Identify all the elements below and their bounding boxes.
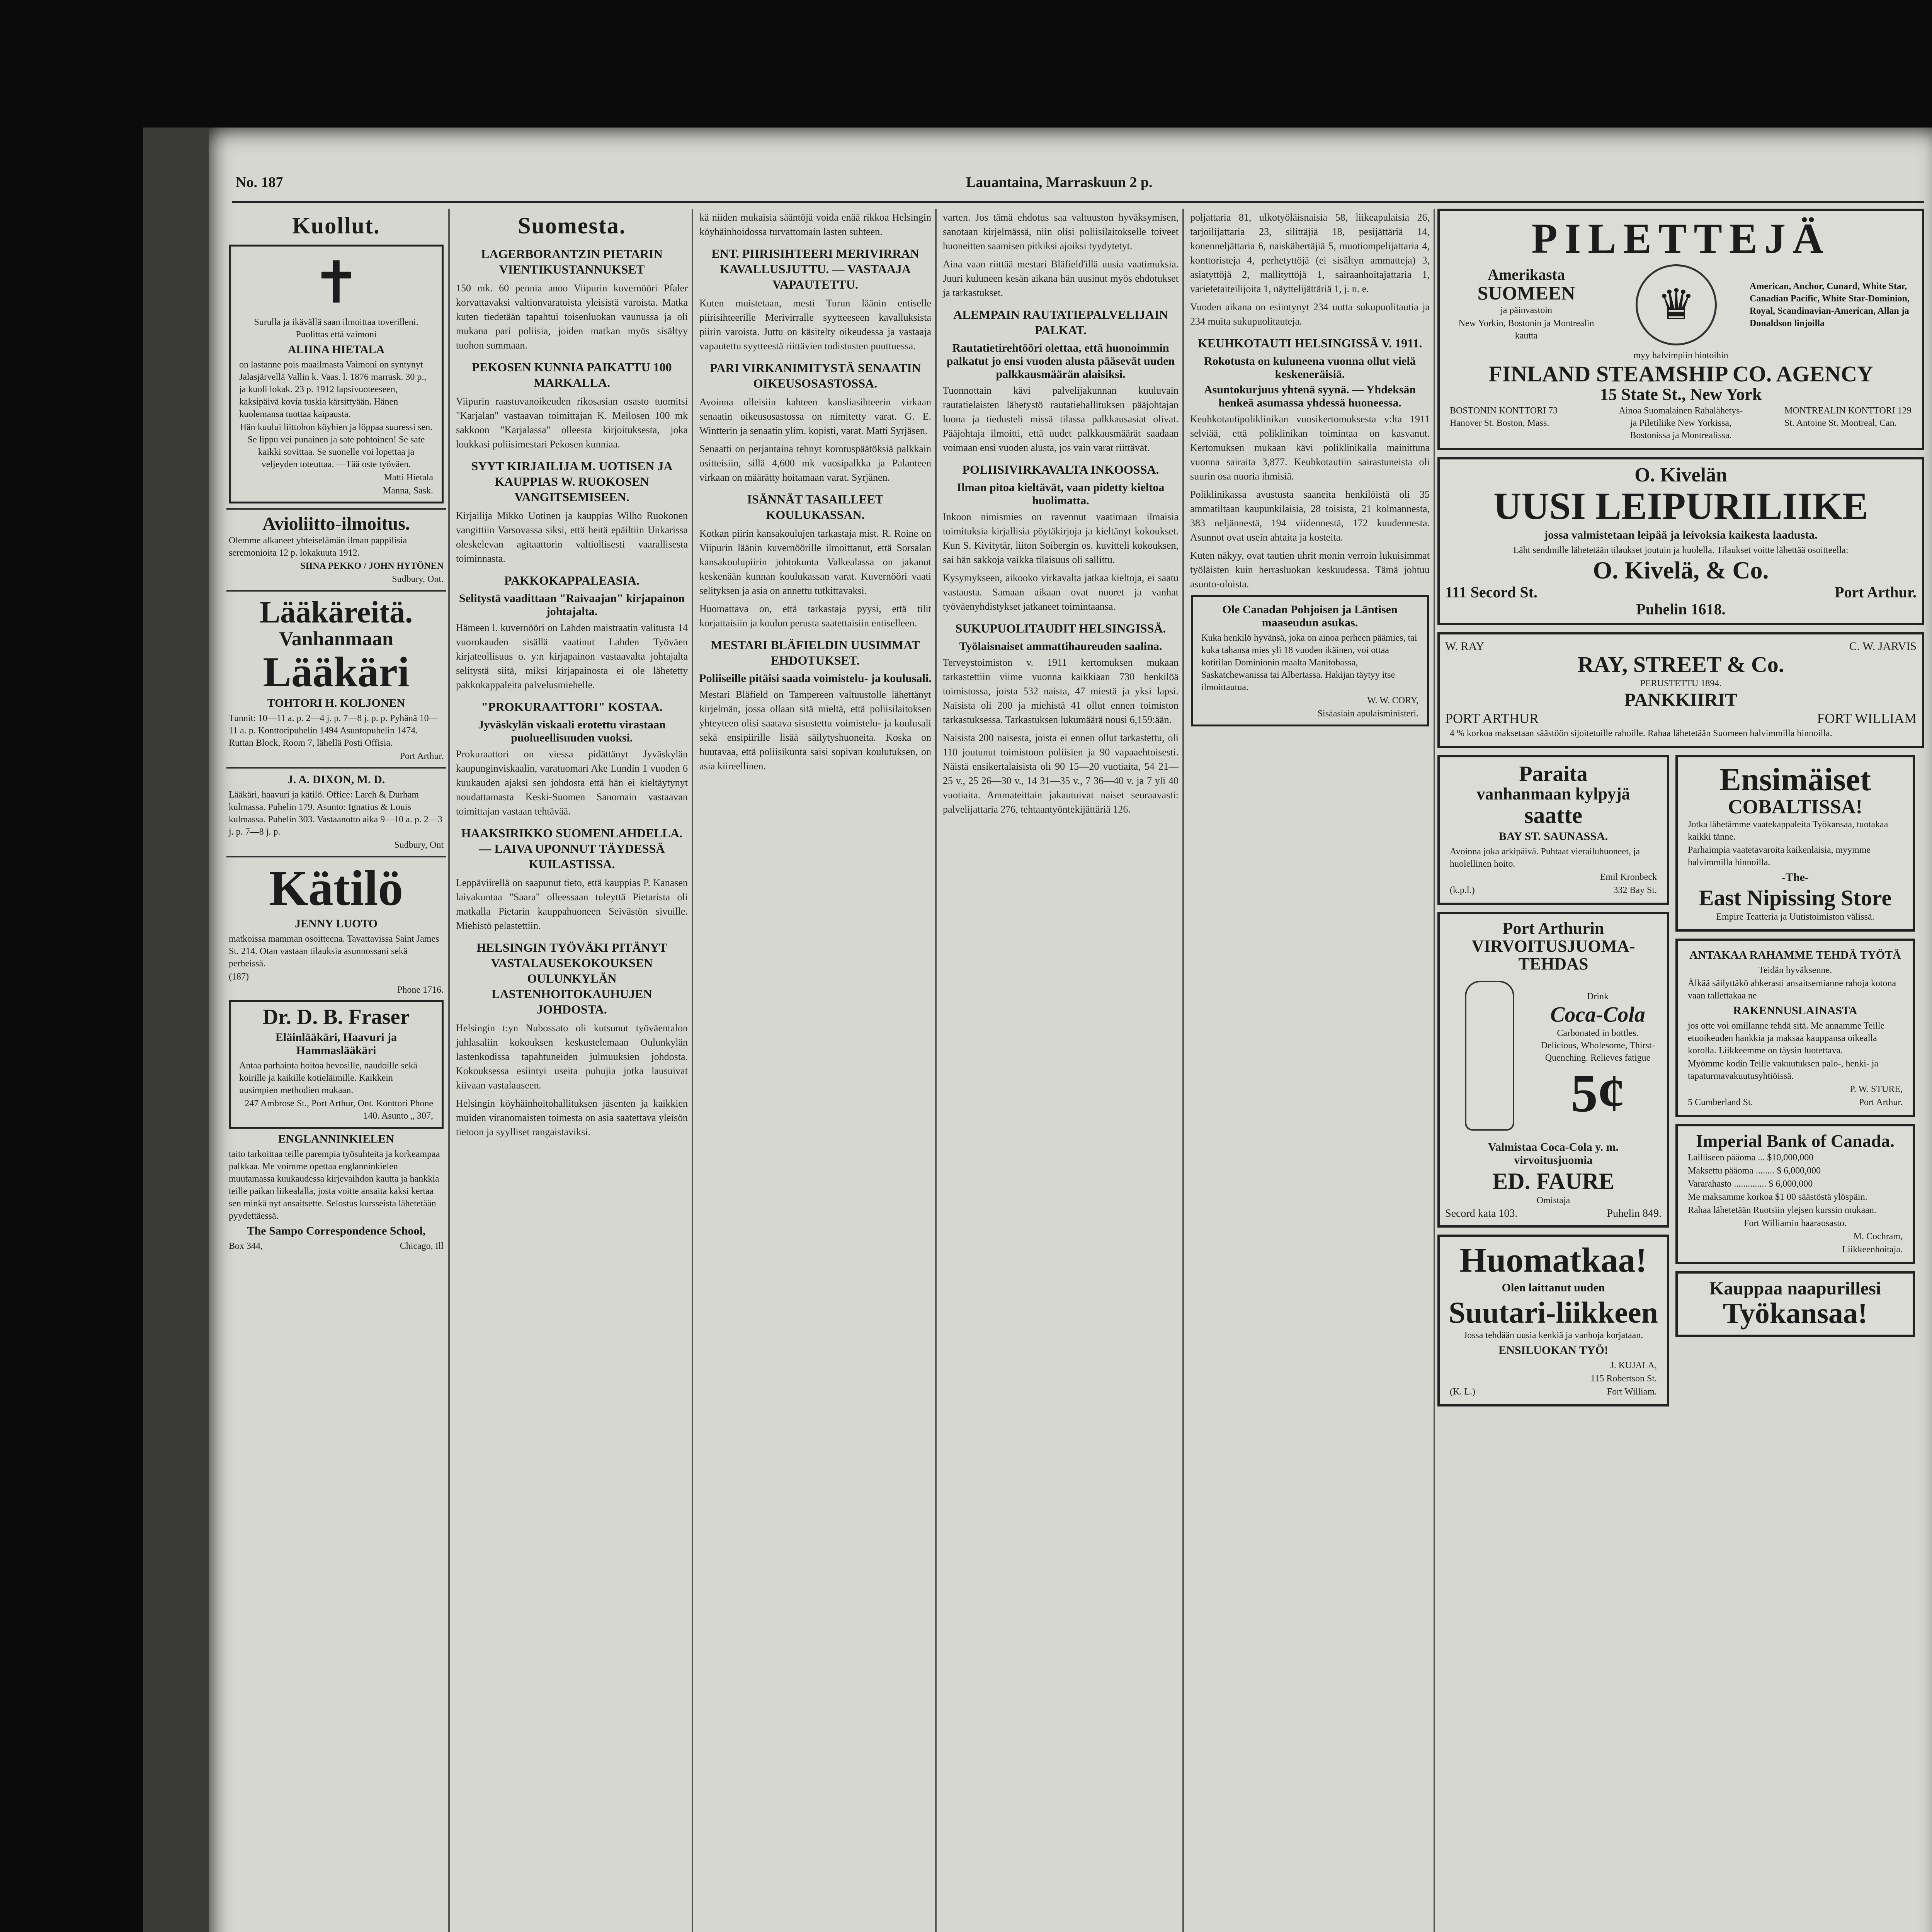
cola-drink: Drink [1587,992,1609,1002]
land-notice-sign: W. W. CORY, [1367,696,1418,706]
doctor-hours: Tunnit: 10—11 a. p. 2—4 j. p. 7—8 j. p. p. Pyhänä 10—11 a. p. Konttoripuhelin 1494 Asuntopuhelin 1474. Ruttan Block, Room 7, lähellä Posti Offisia. [229,713,438,748]
dixon-place: Sudbury, Ont [394,840,444,850]
article-1: Keuhkotautipoliklinikan vuosikertomuksesta v:lta 1911 selviää, että poliklinikan toimintaa on kasvanut. Kertomuksen mukaan kävi poliklinikalla mainittuna vuonna sairaita 3,877. Keuhkotautiin sairastuneista oli suurin osa nuoria ihmisiä. [1190,413,1430,482]
ens-big: Ensimäiset [1719,761,1871,798]
imperial-bank-ad [1675,1124,1915,1264]
cola-brand: Coca-Cola [1550,1003,1645,1027]
article-3: Kotkan piirin kansakoulujen tarkastaja mist. R. Roine on Viipurin läänin kuvernöörille ilmoittanut, että Sorsalan kansakoulupiirin johtokunta Valkealassa on jakanut keskenään kunnan koulukassan varat. Kuvernööri vaati selityksen ja asia on annettu tutkittavaksi. [699,528,931,596]
article-cont: poljattaria 81, ulkotyöläisnaisia 58, liikeapulaisia 26, tarjoilijattaria 23, silittäjiä 18, pesijättäriä 14, konenneljättaria 6, naiskähertäjiä 5, muotiompelijattaria 4, konttoristeja 4, perhetyttöjä (ei sisältyn ammatteja) 3, asiatyttöjä 2, mallityttöjä 1, sairaanhoitajattaria 1, varietetaiteilijoita 1, näyttelijättäriä 1, j. n. e. [1190,212,1430,294]
article-1b: Poliklinikassa avustusta saaneita henkilöistä oli 35 ammatiltaan kaupunkilaisia, 28 toisista, 21 kolmannesta, 383 neljännestä, 194 viidennestä, 172 kuudennesta. Asunnot ovat usein ahtaita ja kosteita. [1190,489,1430,543]
pil-line1: Amerikasta [1488,266,1565,284]
article-4: Hämeen l. kuvernööri on Lahden maistraatin valitusta 14 vuorokauden sisällä vaatinut Lahden Työväen kirjateollisuus o. y:n kirjapainon vastaavalta johtajalta selitystä siitä, miksi kirjapainosta ei ole lähetetty pakkokappaleita palvelusmiehelle. [456,622,688,690]
column-4 [939,209,1184,1932]
english-city: Chicago, Ill [400,1241,444,1251]
headline-1: KEUHKOTAUTI HELSINGISSÄ V. 1911. [1197,336,1422,350]
ray-text: 4 % korkoa maksetaan säästöön sijoitetuille rahoille. Rahaa lähetetään Suomeen halvimmilla hinnoilla. [1450,728,1832,738]
english-head: ENGLANNINKIELEN [278,1132,395,1145]
column-3 [696,209,937,1932]
cola-price: 5¢ [1571,1063,1625,1124]
pil-via: myy halvimpiin hintoihin [1633,350,1728,361]
article-5: Prokuraattori on viessa pidättänyt Jyväskylän kaupunginviskaalin, varatuomari Ake Lundin 1 vuoden 6 kuukauden ajaksi sen johdosta että hän ei kieltäytynyt noudattamasta Keski-Suomen Sanomain vastaavan toimittajan vastaan tehtävää. [456,748,688,817]
huom-city: Fort William. [1607,1386,1657,1397]
article-cont: varten. Jos tämä ehdotus saa valtuuston hyväksymisen, sanotaan kirjelmässä, niin olisi poliisilaitokselle toiveet huoneitten saamisen pitkiksi ajoiksi tyydytetyt. [943,212,1179,252]
kuollut-title: Kuollut. [292,213,380,238]
obituary-intro: Surulla ja ikävällä saan ilmoittaa toverilleni. Puolittas että vaimoni [254,317,418,340]
obituary-text: on lastanne pois maailmasta Vaimoni on syntynyt Jalasjärvellä Vallin k. Vaas. l. 1876 marrask. 30 p., ja kuoli lokak. 23 p. 1912 lapsivuoteeseen, kaksipäivä kovia tuskia kärsittyään. Hänen kuolemansa tuottaa kaipausta. [239,360,427,419]
imp-name: M. Cochram, [1853,1231,1903,1242]
sauna-text: Avoinna joka arkipäivä. Puhtaat vierailuhuoneet, ja huolellinen hoito. [1450,846,1640,869]
ens-store: East Nipissing Store [1699,885,1892,911]
huom-name: J. KUJALA, [1610,1360,1657,1371]
article-4: Mestari Bläfield on Tampereen valtuustolle lähettänyt kirjelmän, jossa ollaan sitä mieltä, että poliisilaitoksen yhteyteen olisi saatava sisustettu voimistelu- ja koulusali sekä ensipiirille lisää säilytyshuoneita. Koska on huutavaa, että poliisikunta saisi sopivan koulutuksen, on asia kiireellinen. [699,689,931,772]
article-2: Avoinna olleisiin kahteen kansliasihteerin virkaan senaatin oikeusosastossa on nimitetty varat. G. E. Wintterin ja senaatin ylim. kopisti, varat. Matti Syrjäsen. [699,396,931,436]
pil-address: 15 State St., New York [1600,385,1762,404]
kaup-2: Työkansaa! [1723,1297,1868,1330]
imp-text6: Fort Williamin haaraosasto. [1744,1218,1847,1228]
cola-phone: Puhelin 849. [1607,1208,1662,1220]
ens-address: Empire Teatteria ja Uutistoimiston välissä. [1716,912,1874,922]
headline-2: PEKOSEN KUNNIA PAIKATTU 100 MARKALLA. [472,360,672,389]
sauna-place: BAY ST. SAUNASSA. [1498,830,1608,843]
imp-text3: Vararahasto .............. $ 6,000,000 [1688,1179,1813,1189]
headline-2: POLIISIVIRKAVALTA INKOOSSA. [962,463,1159,476]
fraser-address: 247 Ambrose St., Port Arthur, Ont. Konttori Phone 140. Asunto „ 307, [245,1098,433,1121]
pil-line2: SUOMEEN [1477,282,1575,304]
ray-left: W. RAY [1445,640,1485,653]
laakareita-title: Lääkäreitä. [259,595,413,630]
ant-sub: Teidän hyväksenne. [1758,965,1832,976]
article-cont: kä niiden mukaisia sääntöjä voida enää rikkoa Helsingin köyhäinhoidossa turvattomain lasten suhteen. [699,212,931,237]
coca-cola-ad [1437,912,1669,1228]
ant-address: 5 Cumberland St. [1688,1097,1753,1108]
ray-name: RAY, STREET & Co. [1577,652,1784,677]
english-school: The Sampo Correspondence School, [247,1224,426,1237]
katilo-name: JENNY LUOTO [294,917,378,930]
ray-street-ad [1437,632,1924,748]
katilo-title: Kätilö [269,861,403,917]
issue-number: No. 187 [236,174,283,190]
obituary-box [229,245,444,503]
pil-bottom: Ainoa Suomalainen Rahalähetys- ja Piletiliike New Yorkissa, Bostonissa ja Montrealissa. [1619,405,1743,440]
avioliitto-title: Avioliitto-ilmoitus. [262,514,410,534]
avioliitto-place: Sudbury, Ont. [392,574,444,585]
doctor-place: Port Arthur. [400,751,444,762]
sauna-mid: vanhanmaan kylpyjä [1476,784,1630,804]
subhead-4: Selitystä vaadittaan "Raivaajan" kirjapainon johtajalta. [459,592,685,618]
doctor-name: TOHTORI H. KOLJONEN [267,697,405,710]
sauna-kpl: (k.p.l.) [1450,885,1475,895]
subhead-4: Poliiseille pitäisi saada voimistelu- ja koulusali. [699,672,932,685]
headline-2: PARI VIRKANIMITYSTÄ SENAATIN OIKEUSOSASTOSSA. [710,361,921,390]
pil-agency: FINLAND STEAMSHIP CO. AGENCY [1488,361,1873,386]
cross-icon: ✝ [312,251,361,315]
article-3: Terveystoimiston v. 1911 kertomuksen mukaan tarkastettiin viime vuonna kaikkiaan 730 henkilöä toimistossa, joista 532 naista, 47 miestä ja yksi lapsi. Naisista oli 200 ja miehistä 41 ollut ennen toimiston tarkastuksessa. Tarkastuksen lukumäärä nousi 6,159:ään. [943,657,1179,725]
obituary-place: Manna, Sask. [383,486,433,496]
divider [226,508,446,510]
headline-4: MESTARI BLÄFIELDIN UUSIMMAT EHDOTUKSET. [711,638,920,667]
suomesta-title: Suomesta. [518,213,626,238]
land-notice-head: Ole Canadan Pohjoisen ja Läntisen maaseudun asukas. [1222,603,1398,629]
huom-sub: Olen laittanut uuden [1502,1281,1605,1294]
english-footer [229,1240,444,1252]
article-7b: Helsingin köyhäinhoitohallituksen jäsenten ja kaikkien muiden viranomaisten toimesta on asia saatettava yleisön tietoon ja syylliset rangaistaviksi. [456,1098,688,1138]
ant-footer [1688,1096,1903,1109]
article-cont-b: Aina vaan riittää mestari Bläfield'illä uusia vaatimuksia. Juuri kuluneen kesän aikana hän uusinut myös ehdotukset ja tarkastukset. [943,259,1179,298]
divider [226,856,446,857]
land-notice-text: Kuka henkilö hyvänsä, joka on ainoa perheen päämies, tai kuka tahansa mies yli 18 vuoden ikäinen, voi ottaa kotitilan Dominionin maalta Manitobassa, Saskatchewanissa tai Albertassa. Hakijan täytyy itse ilmoittautua. [1201,633,1417,692]
subhead-1: Rautatietirehtööri olettaa, että huonoimmin palkatut jo ensi vuoden alusta pääsevät uuden palkkausmäärän alaisiksi. [946,342,1175,381]
imp-text5: Rahaa lähetetään Ruotsiin ylejsen kurssin mukaan. [1688,1205,1876,1215]
dixon-name: J. A. DIXON, M. D. [287,773,385,786]
column-2 [452,209,693,1932]
ant-name: P. W. STURE, [1850,1084,1903,1095]
ens-the: -The- [1782,871,1809,884]
kiv-text: jossa valmistetaan leipää ja leivoksia kaikesta laadusta. [1544,529,1818,542]
dixon-text: Lääkäri, haavuri ja kätilö. Office: Larch & Durham kulmassa. Puhelin 179. Asunto: Ignatius & Louis kulmassa. Puhelin 303. Vastaanotto aika 9—10 a. p. 2—3 j. p. 7—8 j. p. [229,790,442,837]
column-ads [1437,209,1924,1932]
english-text: taito tarkoittaa teille parempia työsuhteita ja korkeampaa palkkaa. Me voimme opettaa englanninkielen muutamassa kuukaudessa kirjevaihdon kautta ja hankkia teille paikan liikealalla, josta voitte ansaita kaksi kertaa sen minkä nyt ansaitsette. Selostus kursseista lähetetään pyydettäessä. [229,1149,440,1221]
ant-text3: Myömme kodin Teille vakuutuksen palo-, henki- ja tapaturmavakuutusyhtiöissä. [1688,1059,1879,1082]
kiv-address: 111 Secord St. [1445,583,1537,601]
article-7: Helsingin t:yn Nubossato oli kutsunut työväentalon juhlasaliin kokouksen keskustelemaan Oulunkylän lastenkodissa tapahtuneiden julmuuksien johdosta. Kokouksessa esiintyi useita puhujia jotka lausuivat kiivaan vastalauseen. [456,1022,688,1091]
article-3b: Naisista 200 naisesta, joista ei ennen ollut tarkastettu, oli 110 joutunut toimistoon poliisien ja 90 vapaaehtoisesti. Näistä ensikertalaisista oli 90 15—20 vuotiaita, 54 21—25 v., 25 26—30 v., 14 31—35 v., 7 36—40 v. ja 7 yli 40 vuotiaita. Ammateittain jakautuivat naiset seuraavasti: palvelijattaria 276, tehtaantyöntekijättäriä 126. [943,732,1179,815]
column-1 [224,209,450,1932]
kujala-ad [1437,1235,1669,1406]
imp-text4: Me maksamme korkoa $1 00 säästöstä ylöspäin. [1688,1192,1867,1202]
article-3b: Huomattava on, että tarkastaja pyysi, että tilit korjattaisiin ja koulun perusta saatettaisiin entiselleen. [699,603,931,629]
land-notice [1191,595,1429,726]
sauna-ad [1437,755,1669,905]
cola-owner: ED. FAURE [1492,1168,1614,1194]
subhead-2: Ilman pitoa kieltävät, vaan pidetty kieltoa huolimatta. [957,481,1165,507]
headline-4: PAKKOKAPPALEASIA. [504,573,639,587]
divider [226,767,446,769]
ant-city: Port Arthur. [1859,1097,1903,1108]
pil-title: PILETTEJÄ [1531,215,1830,262]
fraser-name: Dr. D. B. Fraser [262,1005,410,1029]
english-box: Box 344, [229,1241,263,1251]
katilo-number: (187) [229,971,249,982]
huom-title: Huomatkaa! [1459,1241,1647,1280]
ens-text: Jotka lähetämme vaatekappaleita Työkansaa, tuotakaa kaikki tänne. [1688,820,1888,842]
kiv-name: O. Kivelä, & Co. [1593,556,1769,584]
subhead-5: Jyväskylän viskaali erotettu virastaan puolueellisuuden vuoksi. [478,718,666,744]
huom-kl: (K. L.) [1450,1386,1475,1397]
article-2b: Kysymykseen, aikooko virkavalta jatkaa kieltoja, ei saatu vastausta. Samaan aikaan ovat nuoret ja vanhat työväenyhdistykset jatkaneet toimintaansa. [943,572,1179,612]
avioliitto-names: SIINA PEKKO / JOHN HYTÖNEN [300,561,444,571]
huom-tyo: ENSILUOKAN TYÖ! [1498,1344,1608,1357]
ray-port-arthur: PORT ARTHUR [1445,710,1539,726]
article-1: 150 mk. 60 pennia anoo Viipurin kuvernööri Pfaler korvattavaksi valtionvaratoista yleisistä varoista. Matka kuten tiedetään tapahtui toisenluokan vaunussa ja oli mukana pari poliisia, joiden matkan myös sisältyy tuohon summaan. [456,282,688,351]
obituary-verse: Hän kuului liittohon köyhien ja löppaa suuressi sen. Se lippu vei punainen ja sate pohtoinen! Se sate kaikki sovittaa. Se suonelle voi lopettaa ja veljeyden toteuttaa. —Tää oste työväen. [240,422,433,469]
headline-6: HAAKSIRIKKO SUOMENLAHDELLA. — LAIVA UPONNUT TÄYDESSÄ KUILASTISSA. [461,826,683,871]
pil-montreal: MONTREALIN KONTTORI 129 St. Antoine St. Montreal, Can. [1784,405,1912,428]
kaup-1: Kauppaa naapurillesi [1709,1278,1881,1299]
article-2: Viipurin raastuvanoikeuden rikosasian osasto tuomitsi "Karjalan" vastaavan toimittajan K. Meilosen 100 mk sakkoon "Karjalassa" olleesta kirjoituksesta, joka loukkasi poliisimestari Pekosen kunniaa. [456,396,688,450]
ray-right: C. W. JARVIS [1849,640,1917,653]
kivela-bakery-ad [1437,457,1924,626]
subhead-1b: Asuntokurjuus yhtenä syynä. — Yhdeksän henkeä asumassa yhdessä huoneessa. [1204,383,1416,409]
cola-top: Port Arthurin [1502,918,1604,938]
ens-text2: Parhaimpia vaatetavaroita kaikenlaisia, myymme halvimmilla hinnoilla. [1688,845,1871,868]
pil-lines: American, Anchor, Cunard, White Star, Canadian Pacific, White Star-Dominion, Royal, Scandinavian-American, Allan ja Donaldson linjoilla [1750,281,1910,328]
headline-7: HELSINGIN TYÖVÄKI PITÄNYT VASTALAUSEKOKOUKSEN OULUNKYLÄN LASTENHOITOKAUHUJEN JOHDOSTA. [476,940,667,1016]
article-2b: Senaatti on perjantaina tehnyt korotuspäätöksiä palkkain ositteisiin, sillä 4,600 mk vuosipalkka ja Palanteen virkaan on määrätty hoitamaan varat. Syrjänen. [699,443,931,483]
headline-3: SYYT KIRJAILIJA M. UOTISEN JA KAUPPIAS W. RUOKOSEN VANGITSEMISEEN. [471,459,673,504]
headline-1: LAGERBORANTZIN PIETARIN VIENTIKUSTANNUKSET [481,247,663,276]
article-6: Leppäviirellä on saapunut tieto, että kauppias P. Kanasen laivakuntaa "Saara" olleessaan tuleyttä Pietarista oli matkalla Pietarin kauppahuoneen Seivästön sivuille. Miehistö pelastettiin. [456,877,688,931]
cola-factory: VIRVOITUSJUOMA-TEHDAS [1471,936,1635,973]
sauna-name: Emil Kronbeck [1600,872,1657,882]
headline-5: "PROKURAATTORI" KOSTAA. [481,700,663,714]
headline-1: ALEMPAIN RAUTATIEPALVELIJAIN PALKAT. [953,308,1168,337]
cola-owner-sub: Omistaja [1536,1196,1570,1206]
sture-ad [1675,939,1915,1117]
vanhanmaan-label: Vanhanmaan [279,628,393,650]
article-cont-b: Vuoden aikana on esiintynyt 234 uutta sukupuolitautia ja 234 muita sukupuolitauteja. [1190,301,1430,327]
katilo-phone: Phone 1716. [397,985,444,995]
imp-head: Imperial Bank of Canada. [1696,1131,1895,1151]
cola-text: Carbonated in bottles. Delicious, Wholesome, Thirst-Quenching. Relieves fatigue [1541,1028,1655,1063]
lion-crest-icon: ♛ [1636,264,1717,345]
pil-boston: BOSTONIN KONTTORI 73 Hanover St. Boston, Mass. [1450,405,1558,428]
ray-fort-william: FORT WILLIAM [1817,710,1917,726]
kiv-small: Läht sendmille lähetetään tilaukset joutuin ja huolella. Tilaukset voitte lähettää osoitteella: [1513,545,1849,556]
huom-address: 115 Robertson St. [1590,1373,1657,1384]
kiv-phone: Puhelin 1618. [1636,600,1726,618]
ant-bank: RAKENNUSLAINASTA [1733,1004,1857,1017]
sauna-footer [1450,884,1657,896]
cola-maker: Valmistaa Coca-Cola y. m. virvoitusjuomia [1488,1141,1619,1167]
column-5 [1186,209,1435,1932]
article-2: Inkoon nimismies on ravennut vaatimaan ilmaisia toimituksia kirjallisia pöytäkirjoja ja kieltänyt kokoukset. Kun S. Kivitytär, liiton Soibergin os. kuvitteli kokouksen, sai hän sakkoja vaikka tilaisuus oli sallittu. [943,511,1179,565]
divider [226,590,446,592]
huom-footer [1450,1386,1657,1398]
subhead-3: Työlaisnaiset ammattihaureuden saalina. [959,640,1162,653]
kiv-top: O. Kivelän [1634,464,1727,486]
article-1c: Kuten näkyy, ovat tautien uhrit monin verroin lukuisimmat työläisten kuin herrasluokan keskuudessa. Tämä johtuu asunto-oloista. [1190,550,1430,590]
sauna-address: 332 Bay St. [1613,885,1657,895]
cola-address: Secord kata 103. [1445,1208,1518,1220]
kiv-big: UUSI LEIPURILIIKE [1493,485,1868,528]
article-1: Tuonnottain kävi palvelijakunnan kuuluvain rautatielaisten lähetystö rautatiehallituksen pääjohtajan luona ja tiedusteli missä tilassa palkkausasiat olivat. Pääjohtaja ilmoitti, että uudet palkkausmäärät saadaan voimaan ensi vuoden alusta, jos vain varat riittävät. [943,385,1179,453]
laakari-title: Lääkäri [263,648,410,696]
ant-text: Älkää säilyttäkö ahkerasti ansaitsemianne rahoja kotona vaan tallettakaa ne [1688,978,1896,1001]
issue-date: Lauantaina, Marraskuun 2 p. [966,174,1153,190]
avioliitto-text: Olemme alkaneet yhteiselämän ilman pappilisia seremonioita 12 p. lokakuuta 1912. [229,536,407,558]
obituary-name: ALIINA HIETALA [287,343,385,356]
bottle-icon [1465,981,1514,1131]
huom-big: Suutari-liikkeen [1449,1295,1658,1329]
fraser-ad [229,1000,444,1129]
kiv-city: Port Arthur. [1835,583,1917,601]
pilettejae-ad [1437,209,1924,450]
ray-established: PERUSTETTU 1894. [1640,679,1722,689]
ray-bank: PANKKIIRIT [1624,690,1738,711]
imp-sub: Liikkeenhoitaja. [1842,1244,1903,1255]
tyokansa-ad [1675,1271,1915,1337]
article-1: Kuten muistetaan, mesti Turun läänin entiselle piirisihteerille Merivirralle syytteeseen kavalluksista piirin varoista. Juttu on käsitelty oikeudessa ja vastaaja vapautettu syytteestä riittävien todistusten puuttuessa. [699,298,931,352]
article-3: Kirjailija Mikko Uotinen ja kauppias Wilho Ruokonen vangittiin Varsovassa siksi, että heitä epäiltiin Unkarissa oleskelevan agitaattorin valtiollisesti vaarallisesta toiminnasta. [456,510,688,564]
land-notice-foot: Sisäasiain apulaisministeri. [1317,709,1418,719]
page-header [232,166,1924,203]
ens-place: COBALTISSA! [1728,796,1862,818]
ant-text2: jos otte voi omillanne tehdä sitä. Me annamme Teille etuoikeuden hankkia ja maksaa kauppansa oikealla korolla. Liikkeemme on täysin luotettava. [1688,1021,1885,1056]
fraser-sub: Eläinlääkäri, Haavuri ja Hammaslääkäri [275,1031,397,1057]
obituary-signature: Matti Hietala [384,473,433,483]
imp-text2: Maksettu pääoma ........ $ 6,000,000 [1688,1165,1821,1176]
sauna-top: Paraita [1519,762,1588,786]
pil-line3: ja päinvastoin [1500,305,1552,315]
headline-3: SUKUPUOLITAUDIT HELSINGISSÄ. [955,621,1166,635]
ant-head: ANTAKAA RAHAMME TEHDÄ TYÖTÄ [1689,949,1901,962]
page-edge-left [143,128,209,1932]
subhead-1: Rokotusta on kuluneena vuonna ollut vielä keskeneräisiä. [1204,355,1416,381]
east-nipissing-ad [1675,755,1915,932]
fraser-text: Antaa parhainta hoitoa hevosille, naudoille sekä koirille ja kaikille kotieläimille. Kaikkein uusimpien methodien mukaan. [239,1060,418,1095]
sauna-big: saatte [1524,802,1582,828]
headline-1: ENT. PIIRISIHTEERI MERIVIRRAN KAVALLUSJUTTU. — VASTAAJA VAPAUTETTU. [711,247,919,291]
imp-text1: Lailliseen pääoma ... $10,000,000 [1688,1152,1814,1163]
huom-text: Jossa tehdään uusia kenkiä ja vanhoja korjataan. [1463,1330,1643,1340]
katilo-text: matkoissa mamman osoitteena. Tavattavissa Saint James St. 214. Otan vastaan tilauksia asunnossani sekä perheissä. [229,934,439,969]
headline-3: ISÄNNÄT TASAILLEET KOULUKASSAN. [747,492,884,522]
pil-cities: New Yorkin, Bostonin ja Montrealin kautta [1458,318,1594,341]
